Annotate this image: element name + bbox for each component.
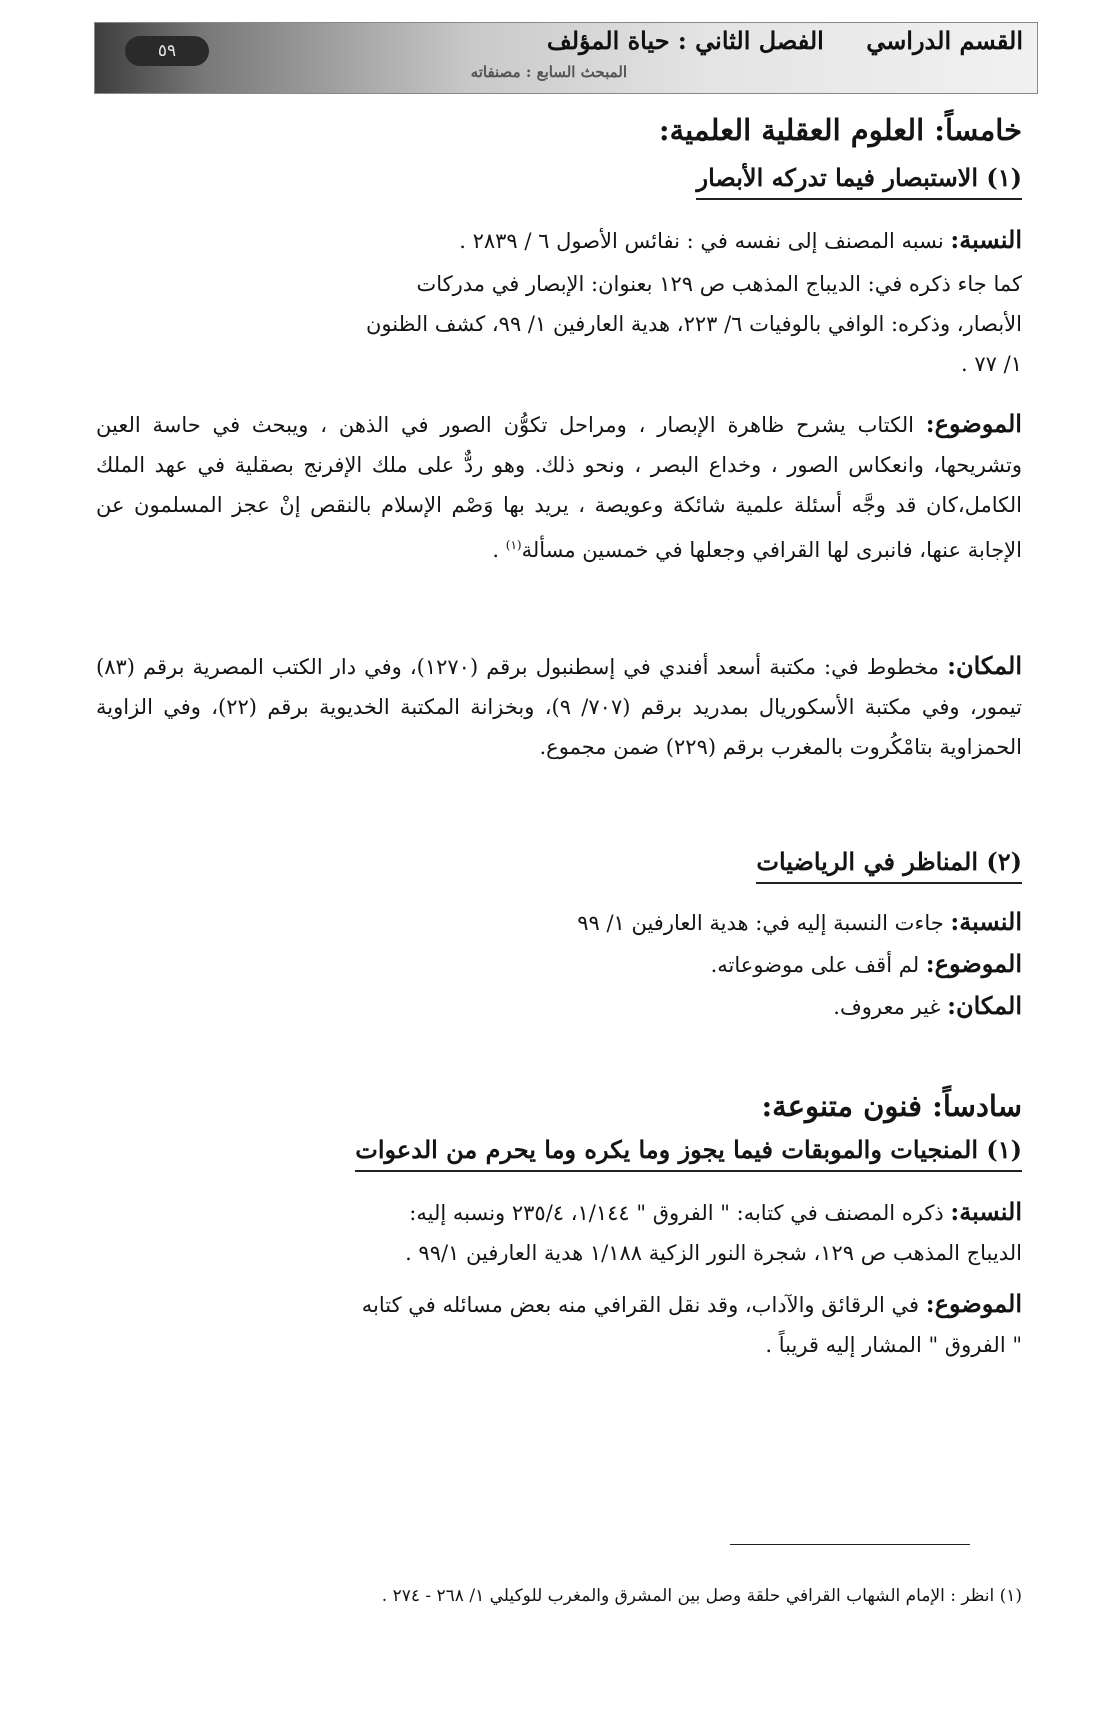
footnote: (١) انظر : الإمام الشهاب القرافي حلقة وصل بين المشرق والمغرب للوكيلي ١/ ٢٦٨ - ٢٧٤ .: [381, 1586, 1022, 1606]
munjiyat-nisba: النسبة: ذكره المصنف في كتابه: " الفروق " ١/١٤٤، ٢٣٥/٤ ونسبه إليه: الديباج المذهب ص ١٢٩، شجرة النور الزكية ١/١٨٨ هدية العارفين ٩٩/١ .: [405, 1197, 1022, 1265]
header-subsection: المبحث السابع : مصنفاته: [470, 63, 627, 81]
nisba-label: النسبة:: [950, 225, 1022, 254]
istibsar-mentions: [96, 264, 1022, 384]
running-header: [94, 22, 1038, 94]
manazir-topic: الموضوع: لم أقف على موضوعاته.: [710, 949, 1022, 978]
topic-text: الكتاب يشرح ظاهرة الإبصار ، ومراحل تكوُّن الصور في الذهن ، ويبحث في حاسة العين وتشريحها، وانعكاس الصور ، وخداع البصر ، ونحو ذلك. وهو ردٌّ على ملك الإفرنج بصقلية في عهد الملك الكامل،كان قد وجَّه أسئلة علمية شائكة وعويصة ، يريد بها وَصْم الإسلام بالنقص إنْ عجز المسلمون عن الإجابة عنها، فانبرى لها القرافي وجعلها في خمسين مسألة: [96, 413, 1022, 562]
manazir-nisba: النسبة: جاءت النسبة إليه في: هدية العارفين ١/ ٩٩: [577, 907, 1022, 936]
mention-line: كما جاء ذكره في: الديباج المذهب ص ١٢٩ بعنوان: الإبصار في مدركات: [416, 272, 1022, 296]
footnote-separator: [730, 1544, 970, 1545]
istibsar-place: [96, 646, 1022, 767]
section-6-heading: سادساً: فنون متنوعة:: [761, 1089, 1022, 1123]
mention-line: ١/ ٧٧ .: [961, 352, 1022, 376]
nisba-text: نسبه المصنف إلى نفسه في : نفائس الأصول ٦ / ٢٨٣٩ .: [459, 229, 944, 253]
munjiyat-topic: الموضوع: في الرقائق والآداب، وقد نقل القرافي منه بعض مسائله في كتابه " الفروق " المشار إليه قريباً .: [361, 1289, 1022, 1357]
footnote-ref[interactable]: (١): [505, 538, 522, 552]
book-title-istibsar: (١) الاستبصار فيما تدركه الأبصار: [696, 162, 1022, 200]
istibsar-topic: الموضوع: الكتاب يشرح ظاهرة الإبصار ، ومراحل تكوُّن الصور في الذهن ، ويبحث في حاسة العين وتشريحها، وانعكاس الصور ، وخداع البصر ، ونحو ذلك. وهو ردٌّ على ملك الإفرنج بصقلية في عهد الملك الكامل،كان قد وجَّه أسئلة علمية شائكة وعويصة ، يريد بها وَصْم الإسلام بالنقص إنْ عجز المسلمون عن الإجابة عنها، فانبرى لها القرافي وجعلها في خمسين مسألة$^{(١)}$ .: [96, 409, 1022, 562]
place-text: مخطوط في: مكتبة أسعد أفندي في إسطنبول برقم (١٢٧٠)، وفي دار الكتب المصرية برقم (٨٣) تيمور، وفي مكتبة الأسكوريال بمدريد برقم (٧٠٧/ ٩)، وبخزانة المكتبة الخديوية برقم (٢٢)، وفي الزاوية الحمزاوية بتامْكُروت بالمغرب برقم (٢٢٩) ضمن مجموع.: [96, 655, 1022, 759]
page-number: ٥٩: [125, 36, 209, 66]
header-section: القسم الدراسي: [866, 26, 1023, 55]
header-chapter: الفصل الثاني : حياة المؤلف: [546, 26, 824, 55]
mention-line: الأبصار، وذكره: الوافي بالوفيات ٦/ ٢٢٣، هدية العارفين ١/ ٩٩، كشف الظنون: [366, 312, 1022, 336]
istibsar-nisba: [96, 220, 1022, 261]
manazir-place: المكان: غير معروف.: [833, 991, 1022, 1020]
book-title-manazir: (٢) المناظر في الرياضيات: [756, 846, 1022, 884]
book-title-munjiyat: (١) المنجيات والموبقات فيما يجوز وما يكره وما يحرم من الدعوات: [355, 1134, 1022, 1172]
section-5-heading: خامساً: العلوم العقلية العلمية:: [658, 113, 1022, 147]
topic-label: الموضوع:: [925, 409, 1022, 438]
place-label: المكان:: [947, 651, 1022, 680]
